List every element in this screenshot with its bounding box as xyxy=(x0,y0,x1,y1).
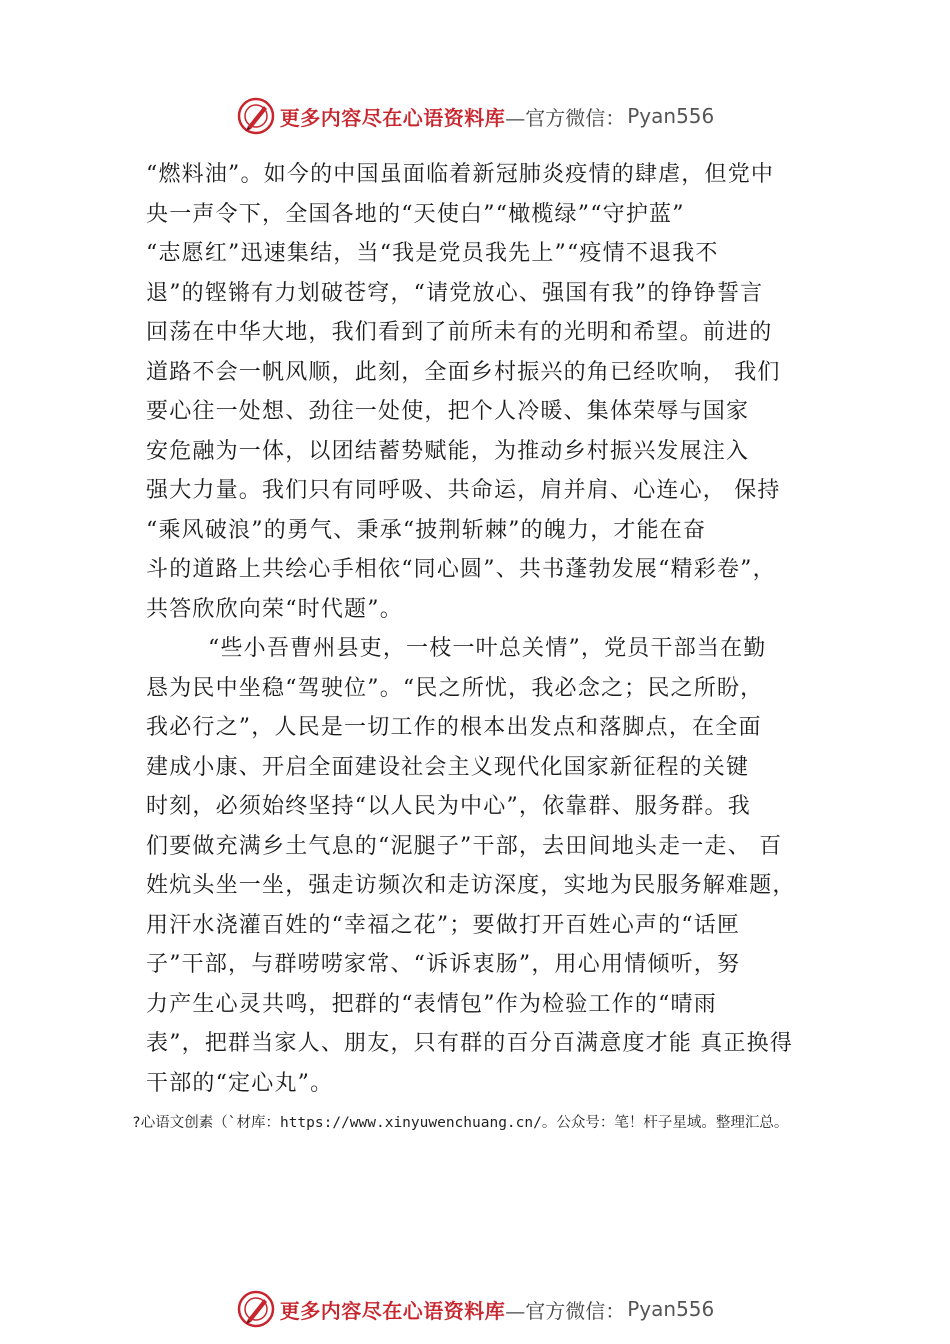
banner-brand-text: 更多内容尽在心语资料库 xyxy=(279,105,506,130)
text-line: “些小吾曹州县吏，一枝一叶总关情”，党员干部当在勤 xyxy=(208,636,767,661)
text-line: 表”，把群当家人、朋友，只有群的百分百满意度才能 真正换得 xyxy=(146,1031,794,1056)
text-line: 回荡在中华大地，我们看到了前所未有的光明和希望。前进的 xyxy=(146,320,773,345)
text-line: 建成小康、开启全面建设社会主义现代化国家新征程的关键 xyxy=(146,754,750,780)
text-line: 安危融为一体，以团结蓄势赋能，为推动乡村振兴发展注入 xyxy=(146,438,750,464)
paragraph-1 xyxy=(146,155,836,629)
text-line: 共答欣欣向荣“时代题”。 xyxy=(146,596,403,622)
header-banner xyxy=(0,94,950,138)
text-line: 要心往一处想、劲往一处使，把个人冷暖、集体荣辱与国家 xyxy=(146,399,750,424)
text-line: 恳为民中坐稳“驾驶位”。“民之所忧，我必念之；民之所盼， xyxy=(146,675,764,701)
text-line: “燃料油”。如今的中国虽面临着新冠肺炎疫情的肆虐，但党中 xyxy=(146,162,775,187)
text-line: 子”干部，与群唠唠家常、“诉诉衷肠”，用心用情倾听，努 xyxy=(146,952,741,977)
text-line: “志愿红”迅速集结，当“我是党员我先上”“疫情不退我不 xyxy=(146,241,719,266)
text-line: 时刻，必须始终坚持“以人民为中心”，依靠群、服务群。我 xyxy=(146,794,751,819)
text-line: 力产生心灵共鸣，把群的“表情包”作为检验工作的“晴雨 xyxy=(146,991,717,1017)
paragraph-2 xyxy=(146,629,836,1103)
text-line: “乘风破浪”的勇气、秉承“披荆斩棘”的魄力，才能在奋 xyxy=(146,517,707,543)
text-line: 干部的“定心丸”。 xyxy=(146,1070,334,1096)
text-line: 强大力量。我们只有同呼吸、共命运，肩并肩、心连心， 保持 xyxy=(146,478,781,503)
banner-brand-text: 更多内容尽在心语资料库 xyxy=(279,1298,506,1323)
banner-wechat-id: Pyan556 xyxy=(627,1297,715,1321)
text-line: 用汗水浇灌百姓的“幸福之花”；要做打开百姓心声的“话匣 xyxy=(146,912,741,938)
article-body xyxy=(146,155,836,1103)
footer-banner xyxy=(0,1287,950,1331)
text-line: 央一声令下，全国各地的“天使白”“橄榄绿”“守护蓝” xyxy=(146,201,685,227)
text-line: 我必行之”，人民是一切工作的根本出发点和落脚点，在全面 xyxy=(146,715,762,740)
source-footnote: ?心语文创素（`材库：https://www.xinyuwenchuang.cn/。公众号：笔！杆子星域。整理汇总。 xyxy=(132,1115,789,1131)
banner-official-label: —官方微信： xyxy=(505,105,626,130)
banner-wechat-id: Pyan556 xyxy=(627,104,715,128)
text-line: 姓炕头坐一坐，强走访频次和走访深度，实地为民服务解难题， xyxy=(146,873,796,898)
text-line: 们要做充满乡土气息的“泥腿子”干部，去田间地头走一走、 百 xyxy=(146,833,783,859)
text-line: 斗的道路上共绘心手相依“同心圆”、共书蓬勃发展“精彩卷”， xyxy=(146,557,776,582)
pen-logo-icon xyxy=(236,96,276,136)
banner-official-label: —官方微信： xyxy=(505,1298,626,1323)
text-line: 道路不会一帆风顺，此刻，全面乡村振兴的角已经吹响， 我们 xyxy=(146,359,781,385)
pen-logo-icon xyxy=(236,1289,276,1329)
text-line: 退”的铿锵有力划破苍穹，“请党放心、强国有我”的铮铮誓言 xyxy=(146,280,764,306)
